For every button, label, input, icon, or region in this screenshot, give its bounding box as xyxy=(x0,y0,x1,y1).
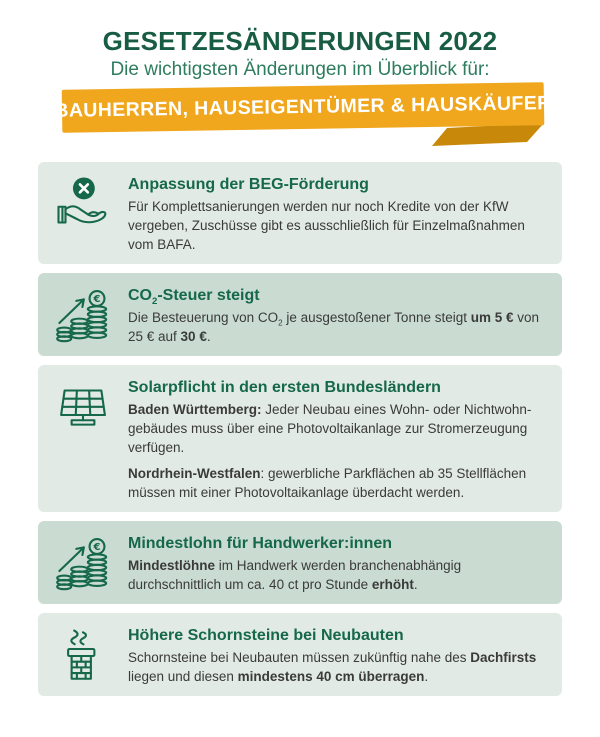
coins-growth-icon xyxy=(55,288,111,344)
coins-growth-icon xyxy=(55,536,111,592)
card-title: Solarpflicht in den ersten Bundesländern xyxy=(128,379,441,396)
card-body xyxy=(128,556,544,594)
card-title: Höhere Schornsteine bei Neubauten xyxy=(128,627,404,644)
solar-panel-icon xyxy=(55,380,111,436)
card-paragraph: Schornsteine bei Neubauten müssen zukünftig nahe des Dachfirsts liegen und diesen mindestens 40 cm überragen. xyxy=(128,650,537,684)
audience-banner-zone xyxy=(0,86,600,162)
audience-banner xyxy=(54,82,552,133)
card-paragraph: Mindestlöhne im Handwerk werden branchenabhängig durchschnittlich um ca. 40 ct pro Stunde erhöht. xyxy=(128,558,462,592)
card-icon-column xyxy=(38,533,128,594)
card-text-column xyxy=(128,377,544,502)
card-text-column xyxy=(128,625,544,686)
card-icon-column xyxy=(38,285,128,346)
info-card-3 xyxy=(38,365,562,512)
card-icon-column xyxy=(38,377,128,502)
card-text-column xyxy=(128,533,544,594)
svg-text:€: € xyxy=(93,294,101,306)
info-card-4 xyxy=(38,521,562,604)
card-paragraph: Für Komplettsanierungen werden nur noch Kredite von der KfW vergeben, Zuschüsse gibt es ausschließlich für Einzelmaßnahmen vom BAFA. xyxy=(128,199,525,252)
info-card-1 xyxy=(38,162,562,264)
card-icon-column xyxy=(38,174,128,254)
card-text-column xyxy=(128,174,544,254)
card-body xyxy=(128,400,544,502)
cards xyxy=(38,162,562,696)
page-title: GESETZESÄNDERUNGEN 2022 xyxy=(102,26,498,56)
card-title: $CO_2$-Steuer steigt xyxy=(128,287,260,308)
card-paragraph: Baden Württemberg: Jeder Neubau eines Wohn- oder Nichtwohngebäudes muss über eine Photovoltaikanlage zur Stromerzeugung verfügen. xyxy=(128,402,532,455)
card-paragraph: Die Besteuerung von $CO_2$ je ausgestoßener Tonne steigt um 5 € von 25 € auf 30 €. xyxy=(128,310,540,344)
page-subtitle: Die wichtigsten Änderungen im Überblick für: xyxy=(110,59,490,80)
hand-x-icon xyxy=(55,177,111,233)
chimney-icon xyxy=(55,628,111,684)
card-paragraph: Nordrhein-Westfalen: gewerbliche Parkflächen ab 35 Stellflächen müssen mit einer Photovoltaikanlage überdacht werden. xyxy=(128,466,527,500)
card-body xyxy=(128,648,544,686)
info-card-2 xyxy=(38,273,562,356)
card-title: Mindestlohn für Handwerker:innen xyxy=(128,535,393,552)
card-body xyxy=(128,197,544,254)
card-text-column xyxy=(128,285,544,346)
card-body xyxy=(128,308,544,346)
card-title: Anpassung der BEG-Förderung xyxy=(128,176,369,193)
card-icon-column xyxy=(38,625,128,686)
audience-banner-label: BAUHERREN, HAUSEIGENTÜMER & HAUSKÄUFER xyxy=(54,92,552,122)
svg-text:€: € xyxy=(93,542,101,554)
info-card-5 xyxy=(38,613,562,696)
